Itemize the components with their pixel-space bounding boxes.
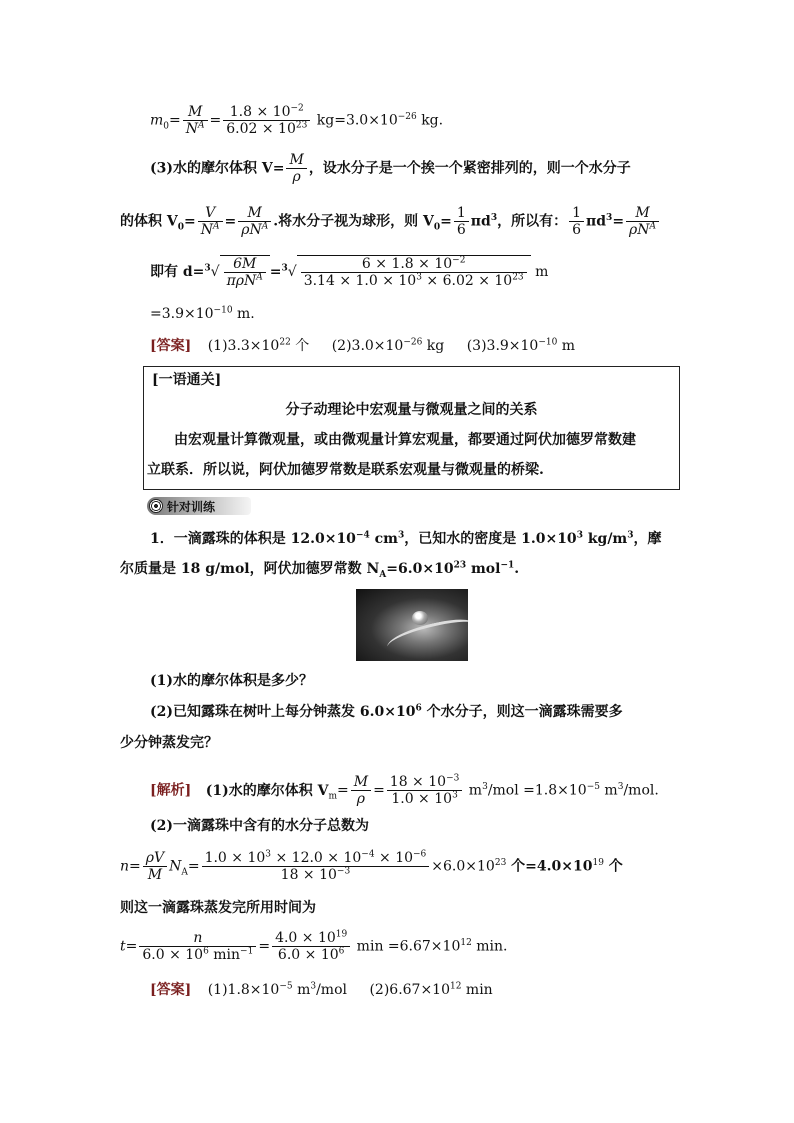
text: ，已知水的密度是 1.0×10 [404, 531, 577, 547]
text: N [169, 858, 182, 875]
numerator-text: 1.8 × 10 [229, 104, 291, 120]
unit: kg [422, 338, 445, 354]
text: kg/m [582, 531, 628, 547]
exponent: 3 [627, 530, 634, 541]
problem-line-2 [120, 560, 519, 578]
text: ，所以有： [497, 213, 568, 230]
equals: = [269, 264, 282, 280]
numerator-text: 6 × 1.8 × 10 [361, 256, 453, 272]
exponent: −26 [403, 337, 423, 348]
denominator [301, 273, 527, 289]
fraction [223, 104, 310, 137]
unit: /mol [316, 982, 347, 998]
text: 个=4.0×10 [506, 858, 593, 875]
numerator: 6M [224, 256, 266, 273]
exponent: 23 [295, 120, 308, 131]
equals: = [187, 858, 200, 875]
question-2-cont: 少分钟蒸发完？ [120, 735, 218, 751]
unit: m [292, 982, 311, 998]
fraction [569, 205, 584, 238]
denominator-text: ρN [629, 222, 650, 238]
equals: = [209, 112, 222, 129]
exponent: 12 [460, 937, 472, 948]
fraction [202, 850, 430, 883]
exponent: 3 [416, 272, 422, 283]
denominator-text: ρN [241, 222, 262, 238]
summary-line: 立联系．所以说，阿伏加德罗常数是联系宏观量与微观量的桥梁. [147, 462, 544, 478]
text: =3.9×10 [150, 306, 214, 322]
numerator [301, 256, 527, 273]
solution-tag: [解析] [150, 782, 192, 799]
unit: min [461, 982, 493, 998]
denominator-text: × 6.02 × 10 [421, 273, 513, 289]
denominator-text: 6.0 × 10 [142, 947, 204, 963]
exponent: −10 [538, 337, 558, 348]
numerator [387, 774, 463, 791]
unit: m [530, 264, 549, 280]
numerator-text: × 12.0 × 10 [271, 850, 362, 866]
superscript: A [649, 221, 657, 232]
numerator: M [286, 152, 306, 169]
answer-tag: [答案] [150, 982, 192, 998]
equals: = [224, 213, 237, 230]
answer-line-1 [150, 337, 575, 355]
text: t= [120, 938, 138, 955]
summary-line: 由宏观量计算微观量，或由微观量计算宏观量，都要通过阿伏加德罗常数建 [174, 432, 636, 448]
subscript: 0 [433, 222, 441, 233]
fraction [387, 774, 463, 807]
denominator-text: N [200, 222, 213, 238]
part3-line2 [120, 205, 661, 238]
answer-part: (3)3.9×10 [466, 338, 539, 354]
subscript: A [379, 569, 387, 580]
dewdrop-shape [412, 611, 428, 625]
fraction [272, 930, 350, 963]
exponent: 3 [576, 530, 583, 541]
solution-line-1 [150, 774, 659, 807]
exponent: −26 [397, 111, 417, 122]
target-icon [149, 499, 163, 513]
exponent: 23 [453, 560, 467, 571]
superscript: 3 [490, 212, 498, 223]
m-symbol: m [150, 112, 164, 129]
numerator: M [626, 205, 659, 222]
fraction [301, 256, 527, 289]
exponent: 12 [450, 981, 462, 992]
denominator-text: 6.0 × 10 [277, 947, 339, 963]
superscript: A [256, 272, 263, 283]
subscript: m [328, 791, 337, 802]
answer-part: (1)3.3×10 [207, 338, 280, 354]
exponent: −3 [446, 773, 460, 784]
unit: 个 [290, 338, 310, 354]
problem-line-1 [150, 530, 662, 548]
badge-label: 针对训练 [167, 499, 216, 514]
numerator: 1 [454, 205, 469, 222]
denominator-text: 6.02 × 10 [226, 121, 296, 137]
numerator: ρV [143, 850, 167, 867]
equals: = [336, 782, 349, 799]
question-2 [150, 703, 623, 721]
superscript: A [198, 120, 205, 131]
exponent: −4 [361, 849, 375, 860]
denominator: 6 [456, 222, 466, 238]
denominator [223, 121, 310, 137]
equals: = [612, 213, 625, 230]
text: 尔质量是 18 g/mol，阿伏加德罗常数 N [120, 561, 380, 577]
question-1: (1)水的摩尔体积是多少？ [150, 673, 313, 689]
denominator-text: πρN [226, 273, 257, 289]
denominator [183, 121, 208, 137]
denominator [139, 947, 256, 963]
exponent: 19 [335, 929, 348, 940]
fraction [139, 930, 256, 963]
exponent: −10 [213, 305, 233, 316]
text: 个 [603, 858, 623, 875]
denominator [387, 791, 463, 807]
text: ×6.0×10 [431, 858, 495, 875]
answer-part: (1)1.8×10 [207, 982, 280, 998]
equals: = [184, 213, 196, 230]
m0-equation [150, 104, 443, 137]
text: 的体积 V [120, 213, 178, 230]
exponent: −5 [586, 781, 600, 792]
part3-line3: 即有 d=$^3$√ $\frac{6M}{\pi\rho N^A}$ =$^3$√ $\frac{6 \times 1.8 \times 10^{-2}}{3.14 \times 1.0 \times 10^3 \times 6.02 \times 10^{23}}$ m [150, 255, 549, 289]
part3-text: ，设水分子是一个挨一个紧密排列的，则一个水分子 [308, 160, 631, 177]
equals: = [169, 112, 181, 129]
exponent: −1 [500, 560, 515, 571]
denominator [224, 273, 266, 289]
summary-tag: [一语通关] [152, 372, 222, 388]
subscript: 0 [177, 222, 185, 233]
exponent: 19 [592, 857, 604, 868]
text: n= [120, 858, 141, 875]
summary-title: 分子动理论中宏观量与微观量之间的关系 [285, 402, 538, 418]
solution-line-2: (2)一滴露珠中含有的水分子总数为 [150, 818, 369, 834]
unit: min. [471, 938, 508, 955]
fraction [224, 256, 266, 289]
numerator: M [183, 104, 208, 121]
fraction [143, 850, 167, 883]
text: ，摩 [633, 531, 662, 547]
root-index: 3 [281, 263, 288, 274]
text: =6.0×10 [386, 561, 454, 577]
text: 个水分子，则这一滴露珠需要多 [421, 704, 623, 720]
subscript: A [181, 867, 188, 878]
fraction [183, 104, 208, 137]
answer-tag: [答案] [150, 338, 192, 354]
denominator-text: N [185, 121, 198, 137]
answer-part: (2)6.67×10 [369, 982, 451, 998]
denominator [272, 947, 350, 963]
text: (1)水的摩尔体积 V [205, 782, 329, 799]
exponent: 3 [310, 981, 317, 992]
text: .将水分子视为球形，则 V [273, 213, 434, 230]
numerator: V [198, 205, 223, 222]
part3-line4 [150, 305, 255, 323]
part3-intro: (3)水的摩尔体积 V= [150, 160, 285, 177]
denominator [198, 222, 223, 238]
exponent: 6 [415, 703, 422, 714]
answer-line-2 [150, 981, 493, 999]
exponent: 6 [203, 946, 209, 957]
numerator [272, 930, 350, 947]
dewdrop-photo [356, 589, 468, 661]
superscript: A [213, 221, 220, 232]
unit: m [599, 782, 618, 799]
root [220, 255, 270, 289]
text: min =6.67×10 [352, 938, 461, 955]
denominator-text: 1.0 × 10 [391, 791, 453, 807]
fraction [626, 205, 659, 238]
numerator: M [238, 205, 271, 222]
numerator [202, 850, 430, 867]
text: cm [369, 531, 398, 547]
exponent: −6 [413, 849, 427, 860]
numerator-text: × 10 [374, 850, 414, 866]
denominator-text: min [208, 947, 241, 963]
numerator-text: 4.0 × 10 [275, 930, 336, 946]
exponent: 3 [482, 781, 488, 792]
numerator-text: 1.0 × 10 [204, 850, 266, 866]
numerator: M [351, 774, 371, 791]
exponent: 3 [617, 781, 624, 792]
answer-part: (2)3.0×10 [331, 338, 404, 354]
text: /mol =1.8×10 [487, 782, 587, 799]
exponent: 3 [265, 849, 272, 860]
solution-n-equation [120, 850, 623, 883]
practice-badge [147, 497, 251, 515]
denominator [238, 222, 271, 238]
exponent: 23 [512, 272, 524, 283]
fraction [351, 774, 371, 807]
text: mol [466, 561, 501, 577]
numerator: n [139, 930, 256, 947]
denominator: ρ [292, 169, 301, 185]
exponent: 22 [279, 337, 291, 348]
numerator-text: 18 × 10 [389, 774, 447, 790]
superscript: 3 [606, 212, 613, 223]
text: πd [586, 213, 607, 230]
fraction [198, 205, 223, 238]
exponent: −3 [336, 866, 351, 877]
text: (2)已知露珠在树叶上每分钟蒸发 6.0×10 [150, 704, 416, 720]
exponent: 6 [338, 946, 345, 957]
subscript: 0 [163, 121, 170, 132]
solution-line-3: 则这一滴露珠蒸发完所用时间为 [120, 900, 316, 916]
exponent: −2 [452, 255, 466, 266]
exponent: −2 [290, 103, 304, 114]
text: 1．一滴露珠的体积是 12.0×10 [150, 531, 356, 547]
exponent: −5 [279, 981, 293, 992]
text: πd [470, 213, 491, 230]
fraction [454, 205, 469, 238]
root-index: 3 [204, 263, 211, 274]
part3-line1 [150, 152, 631, 185]
denominator-text: 3.14 × 1.0 × 10 [303, 273, 417, 289]
fraction [238, 205, 271, 238]
solution-t-equation [120, 930, 507, 963]
exponent: 3 [397, 530, 405, 541]
unit: m. [232, 306, 255, 322]
exponent: 23 [494, 857, 507, 868]
unit: m [464, 782, 483, 799]
exponent: −4 [355, 530, 370, 541]
text: . [514, 561, 520, 577]
denominator: M [147, 867, 163, 883]
denominator: ρ [356, 791, 365, 807]
exponent: 3 [452, 790, 458, 801]
unit: /mol. [623, 782, 659, 799]
equals: = [258, 938, 271, 955]
text: 即有 d= [150, 264, 205, 280]
unit: kg. [416, 112, 444, 129]
superscript: A [261, 221, 269, 232]
denominator [626, 222, 659, 238]
denominator-text: 18 × 10 [280, 867, 337, 883]
numerator [223, 104, 310, 121]
equals: = [440, 213, 452, 230]
fraction [286, 152, 306, 185]
summary-box [143, 366, 680, 490]
denominator [202, 867, 430, 883]
equals: = [373, 782, 385, 799]
numerator: 1 [569, 205, 584, 222]
root [297, 255, 531, 289]
denominator: 6 [572, 222, 581, 238]
exponent: −1 [240, 946, 254, 957]
unit: m [557, 338, 576, 354]
result-text: kg=3.0×10 [312, 112, 398, 129]
